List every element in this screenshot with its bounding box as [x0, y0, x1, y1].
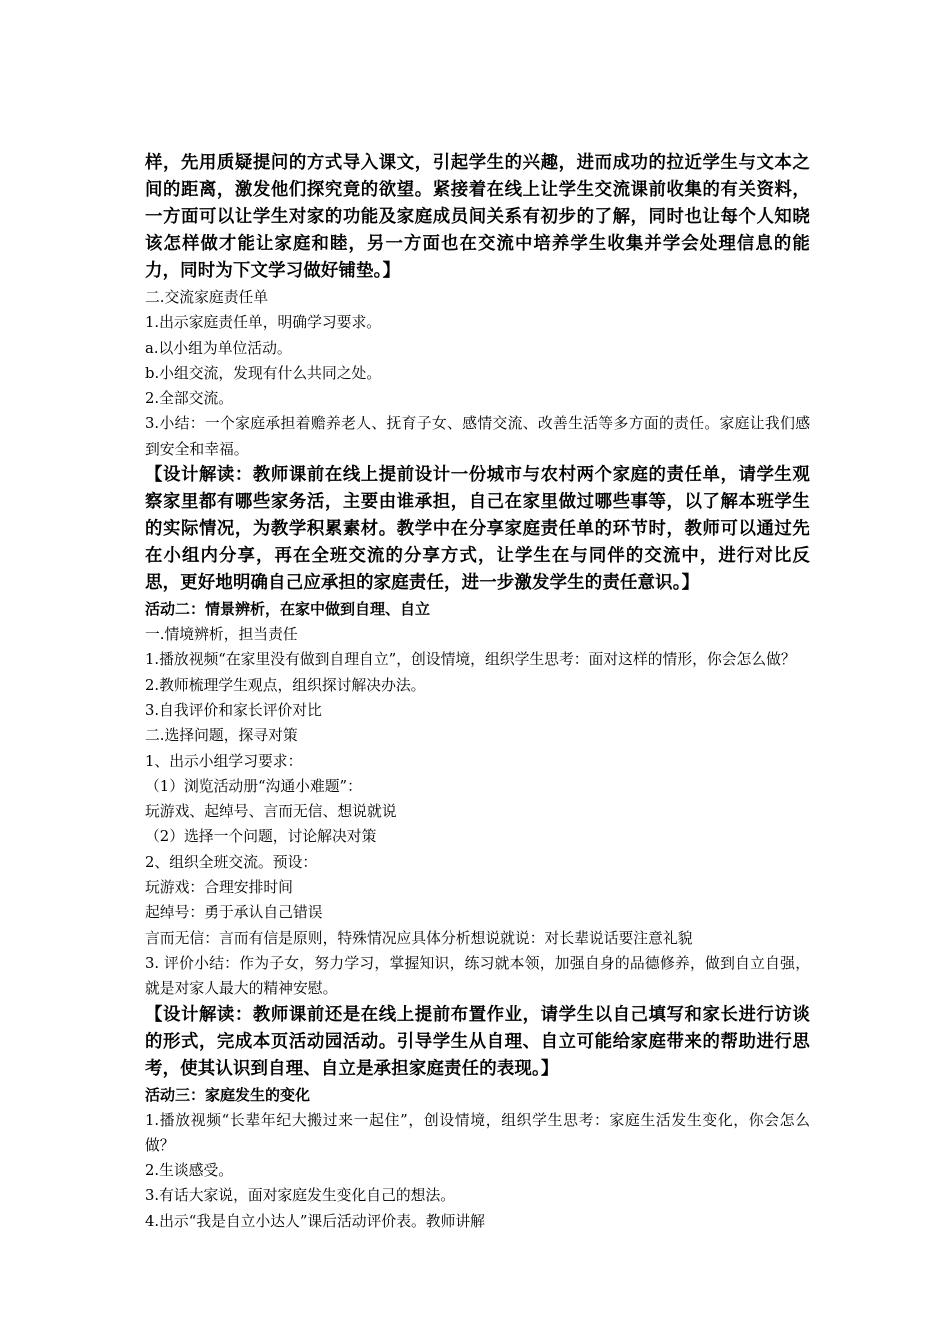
activity-3-step-3: 3.有话大家说，面对家庭发生变化自己的想法。	[145, 1187, 456, 1205]
activity-2-heading: 活动二：情景辨析，在家中做到自理、自立	[145, 600, 431, 619]
step-b: b.小组交流，发现有什么共同之处。	[145, 364, 382, 382]
activity-3-heading: 活动三：家庭发生的变化	[145, 1085, 311, 1104]
section-heading-situation: 一.情境辨析，担当责任	[145, 626, 298, 644]
step-a: a.以小组为单位活动。	[145, 339, 292, 357]
step-3-summary: 3.小结：一个家庭承担着赡养老人、抚育子女、感情交流、改善生活等多方面的责任。家庭让我们感到安全和幸福。	[145, 415, 810, 458]
step-2: 2.全部交流。	[145, 390, 234, 408]
evaluation-summary: 3. 评价小结：作为子女，努力学习，掌握知识，练习就本领，加强自身的品德修养，做到自立自强，就是对家人最大的精神安慰。	[145, 954, 810, 998]
group-requirements: 1、出示小组学习要求：	[145, 752, 303, 770]
section-heading-choose-problem: 二.选择问题，探寻对策	[145, 727, 298, 745]
design-note-3: 【设计解读：教师课前还是在线上提前布置作业，请学生以自己填写和家长进行访谈的形式，完成本页活动园活动。引导学生从自理、自立可能给家庭带来的帮助进行思考，使其认识到自理、自立是承担家庭责任的表现。】	[145, 1004, 810, 1079]
section-heading-exchange-responsibility: 二.交流家庭责任单	[145, 289, 269, 306]
activity-3-step-1: 1.播放视频“长辈年纪大搬过来一起住”，创设情境，组织学生思考：家庭生活发生变化，你会怎么做？	[145, 1111, 810, 1154]
preset-games: 玩游戏：合理安排时间	[145, 879, 293, 897]
requirement-1: （1）浏览活动册“沟通小难题”：	[145, 777, 362, 795]
problem-list: 玩游戏、起绰号、言而无信、想说就说	[145, 803, 397, 821]
activity-2-step-2: 2.教师梳理学生观点，组织探讨解决办法。	[145, 676, 426, 694]
activity-3-step-2: 2.生谈感受。	[145, 1162, 234, 1180]
requirement-2: （2）选择一个问题，讨论解决对策	[145, 828, 377, 846]
preset-nicknames: 起绰号：勇于承认自己错误	[145, 904, 323, 922]
activity-2-step-1: 1.播放视频“在家里没有做到自理自立”，创设情境，组织学生思考：面对这样的情形，你会怎么做？	[145, 651, 796, 669]
class-exchange: 2、组织全班交流。预设：	[145, 853, 318, 871]
step-1: 1.出示家庭责任单，明确学习要求。	[145, 314, 382, 332]
preset-promises: 言而无信：言而有信是原则，特殊情况应具体分析想说就说：对长辈说话要注意礼貌	[145, 929, 693, 947]
design-note-2: 【设计解读：教师课前在线上提前设计一份城市与农村两个家庭的责任单，请学生观察家里都有哪些家务活，主要由谁承担，自己在家里做过哪些事等，以了解本班学生的实际情况，为教学积累素材。教学中在分享家庭责任单的环节时，教师可以通过先在小组内分享，再在全班交流的分享方式，让学生在与同伴的交流中，进行对比反思，更好地明确自己应承担的家庭责任，进一步激发学生的责任意识。】	[145, 465, 810, 594]
activity-3-step-4: 4.出示“我是自立小达人”课后活动评价表。教师讲解	[145, 1212, 485, 1230]
activity-2-step-3: 3.自我评价和家长评价对比	[145, 701, 322, 719]
document-page	[145, 150, 810, 1234]
design-note-1-continued: 样，先用质疑提问的方式导入课文，引起学生的兴趣，进而成功的拉近学生与文本之间的距离，激发他们探究竟的欲望。紧接着在线上让学生交流课前收集的有关资料，一方面可以让学生对家的功能及家庭成员间关系有初步的了解，同时也让每个人知晓该怎样做才能让家庭和睦，另一方面也在交流中培养学生收集并学会处理信息的能力，同时为下文学习做好铺垫。】	[145, 153, 810, 281]
